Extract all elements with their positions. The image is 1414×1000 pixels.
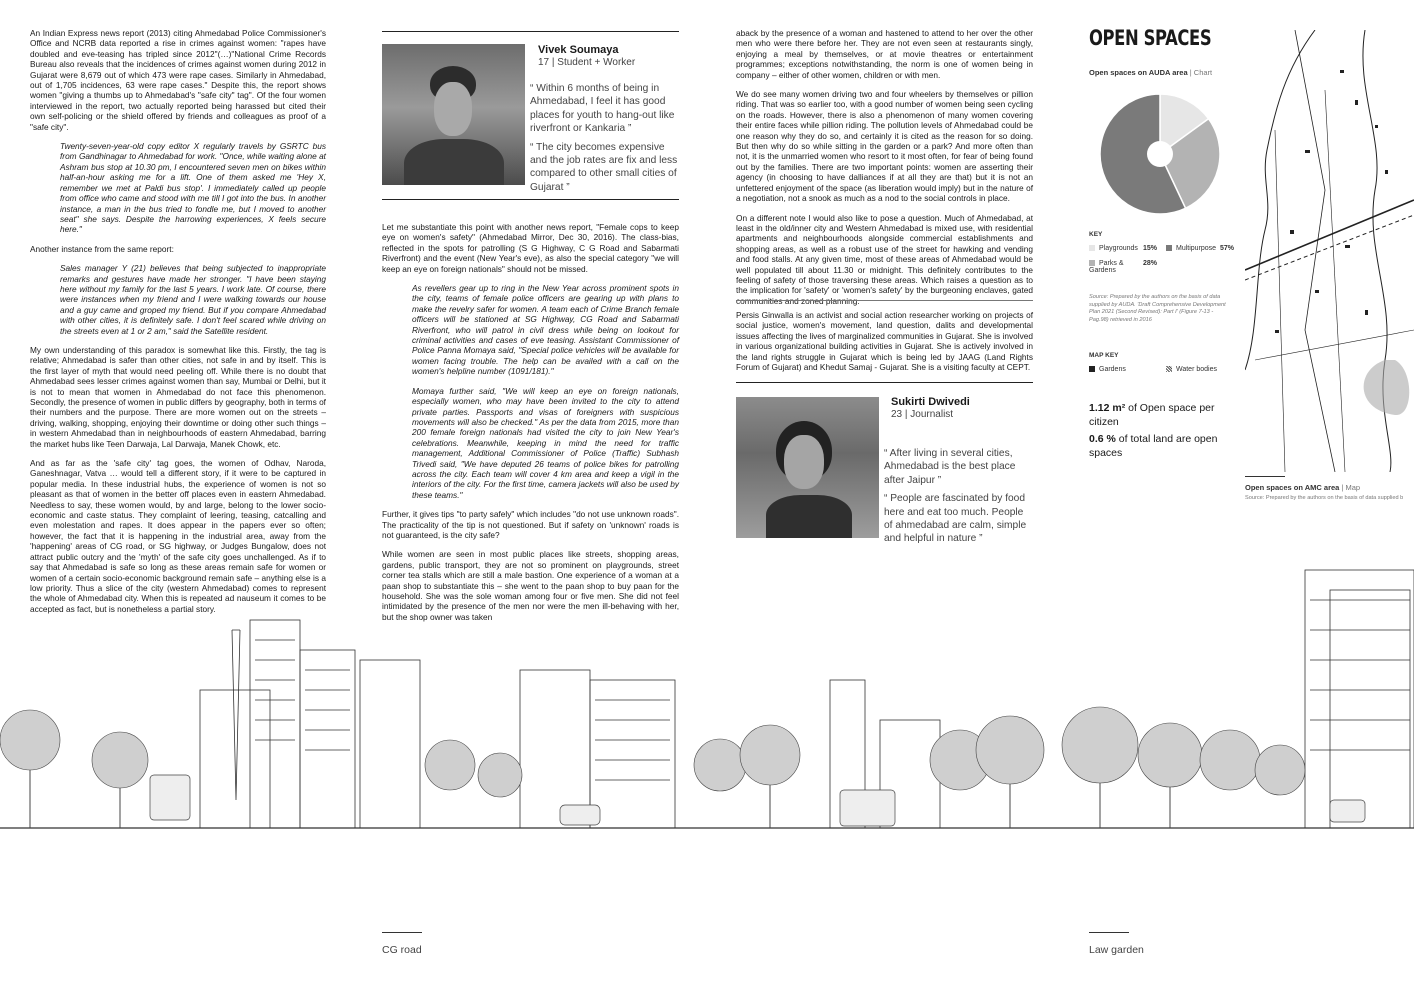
paragraph: Another instance from the same report: [30, 243, 174, 254]
person-name: Vivek Soumaya [538, 44, 619, 56]
caption-law-garden: Law garden [1089, 944, 1144, 956]
pie-chart [1099, 93, 1221, 215]
paragraph: We do see many women driving two and four wheelers by themselves or pillion riding. That was so earlier too, with a good number of women being seen cycling on the roads. However, there is also a phenomenon of many women covering their entire faces while pillion riding. The pollution levels of Ahmedabad could be one reason why they do so, and certainly it is cited as the reason for so doing. But then why do so while sitting in the garden or a park? And more often than not, it is the unmarried women who resort to it most often, for fear of being found out by the families. There are two important points: women are asserting their agency (in choosing to have dalliances if at all they are that) but it is not an unfettered enjoyment of the space (as liberation would imply) but in the nature of a negotiation, not a snook as much as a nod to the social controls in place. [736, 89, 1033, 204]
person-quotes [884, 447, 1034, 551]
key-item-multipurpose: Multipurpose 57% [1166, 245, 1216, 252]
article-column-3 [736, 28, 1033, 315]
block-quote: Twenty-seven-year-old copy editor X regularly travels by GSRTC bus from Gandhinagar to Ahmedabad for work. "Once, while waiting alone at Ashram bus stop at 10.30 pm, I encountered seven men on bikes within half-an-hour asking me for a lift. One of them asked me 'Hey X, remember we met at Paldi bus stop'. I immediately called up people from office who came and stood with me till I got into the bus. In another instance, a man in the bus tried to fondle me, but I moved to another seat" she says. Despite the harrowing experiences, X feels secure here." [60, 141, 326, 235]
amc-map [1245, 30, 1414, 472]
paragraph: aback by the presence of a woman and hastened to attend to her over the other men who were there before her. They are not even seen at restaurants singly, enjoying a meal by themselves, or at movie theatres or entertainment programmes; exceptions notwithstanding, the norm is one of women being in company – either of other women, children or with men. [736, 28, 1033, 80]
key-title: KEY [1089, 231, 1103, 238]
block-quote: Momaya further said, "We will keep an eye on foreign nationals, especially women, who may have been invited to the city to attend private parties. Passports and visas of foreigners with suspicious movements will also be checked." As per the data from 2015, more than 200 female foreign nationals had visited the city to join New Year's celebrations. Meanwhile, keeping in mind the need for traffic management, Additional Commissioner of Police (Traffic) Subhash Trivedi said, "We have deputed 26 teams of police bikes for patrolling across the city. Each team will cover 4 km area and keep a vigil in the interiors of the city. For the first time, camera jackets will also be used by these teams." [412, 385, 679, 500]
stat-open-space-per-citizen: 1.12 m² of Open space per citizen [1089, 402, 1215, 428]
article-column-1 [30, 28, 326, 623]
swatch [1089, 260, 1095, 266]
stat-land-share: 0.6 % of total land are open spaces [1089, 433, 1218, 459]
divider [736, 300, 1033, 301]
divider [382, 31, 679, 32]
divider [1245, 476, 1285, 477]
quote: “ After living in several cities, Ahmedabad is the best place after Jaipur ” [884, 448, 1016, 486]
divider [382, 199, 679, 200]
chart-source: Source: Prepared by the authors on the basis of data supplied by AUDA. 'Draft Comprehensive Development Plan 2021 (Second Revised): Part I' (Figure 7-13 - Pag.98) retrieved in 2016 [1089, 294, 1226, 323]
paragraph: While women are seen in most public places like streets, shopping areas, gardens, public transport, they are not so prominent on playgrounds, street corner tea stalls which are still a male bastion. One experience of a woman at a paan shop to substantiate this – she went to the paan shop to buy paan for the household. She was the sole woman among four or five men. She did not feel intimidated by the presence of the men nor were the men ill-behaving with her, but the shop owner was taken [382, 549, 679, 622]
swatch [1089, 245, 1095, 251]
paragraph: An Indian Express news report (2013) citing Ahmedabad Police Commissioner's Office and NCRB data reported a rise in crimes against women: "rapes have doubled and eve-teasing has tripled since 2012"(…)"National Crime Records Bureau also reveals that the incidences of crimes against women during 2012 in Gujarat were 8,679 out of which 473 were rape cases. Similarly in Ahmedabad, out of 1,705 incidences, 63 were rape cases." Despite this, the report shows women "giving a thumbs up to Ahmedabad's "safe city" tag". Of the four women interviewed in the report, two actually reported being harassed but cited their own self-policing or the shield offered by friends and colleagues as proof of a "safe city". [30, 28, 326, 132]
swatch [1166, 366, 1172, 372]
swatch [1166, 245, 1172, 251]
portrait-photo [736, 397, 879, 538]
block-quote: Sales manager Y (21) believes that being subjected to inappropriate remarks and gestures have made her stronger. "I have been staying here without my family for the last 5 years. I work late. Of course, there were instances when my friend and I were walking towards our house and a guy came and groped my friend. But if you compare Ahmedabad with other cities, it is definitely safe. I don't feel scared while driving on the streets even at 1 or 2 am," said the Satellite resident. [60, 263, 326, 336]
portrait-photo [382, 44, 525, 185]
person-role: 23 | Journalist [891, 409, 954, 420]
quote: “ Within 6 months of being in Ahmedabad, I feel it has good places for youth to hang-out like riverfront or Kankaria ” [530, 83, 675, 135]
paragraph: Let me substantiate this point with another news report, "Female cops to keep eye on women's safety" (Ahmedabad Mirror, Dec 30, 2016). The class-bias, reflected in the spots for patrolling (S G Highway, C G Road and Sabarmati Riverfront) and the event (New Year's eve), as also the special category "we will keep an eye on foreign nationals" should not be missed. [382, 222, 679, 274]
caption-rule [1089, 932, 1129, 933]
streetscape-illustration [0, 560, 1414, 835]
paragraph: On a different note I would also like to pose a question. Much of Ahmedabad, at least in the old/inner city and Western Ahmedabad is mixed use, with residential apartments and neighbourhoods alongside commercial establishments and shopping areas, as well as a robust use of the street for hawking and vending and food stalls. At any given time, most of these areas of Ahmedabad would be well populated till about 11.30 or midnight. This definitely contributes to the feeling of safety of those traversing these areas. Which raises a question as to the implication for 'safety' or 'women's safety' by the burgeoning enclaves, gated [736, 212, 1033, 296]
swatch [1089, 366, 1095, 372]
person-role: 17 | Student + Worker [538, 57, 636, 68]
caption-cg-road: CG road [382, 944, 422, 956]
quote: “ People are fascinated by food here and eat too much. People of ahmedabad are calm, simple and helpful in nature ” [884, 493, 1027, 545]
section-title: OPEN SPACES [1089, 26, 1212, 50]
pie-center-hole [1147, 141, 1173, 167]
caption-rule [382, 932, 422, 933]
map-label: Open spaces on AMC area | Map [1245, 483, 1361, 492]
divider [736, 382, 1033, 383]
map-key-gardens: Gardens [1089, 366, 1126, 373]
paragraph: My own understanding of this paradox is somewhat like this. Firstly, the tag is relative; Ahmedabad is safer than other cities, not safe in and by itself. This is the first layer of myth that would need peeling off. While there is no doubt that Ahmedabad sees lesser crimes against women than say, Mumbai or Delhi, but it is not to mean that women in Ahmedabad do not face this phenomenon. Secondly, the presence of women in public differs by geography, both in terms of their numbers and the purpose. There are more women out on the streets – driving, walking, shopping, enjoying their downtime or doing other such things – in western Ahmedabad than in neighbourhoods of eastern Ahmedabad, barring the market hubs like Teen Darwaja, Lal Darwaja, Manek Chowk, etc. [30, 344, 326, 449]
paragraph: And as far as the 'safe city' tag goes, the women of Odhav, Naroda, Ganeshnagar, Vatva … would tell a different story, if it were to be captured in popular media. In these industrial hubs, the experience of women is not so pleasant as that of women in the better off places even in eastern Ahmedabad. Needless to say, these women would, by and large, belong to the lower socio-economic and caste status. They complaint of leering, teasing, catcalling and even molestation and rapes. It does appear in the papers ever so often; however, the fact that it is happening in the industrial area, away from the 'happening' areas of CG road, or SG highway, or Judges Bungalow, does not attract public outcry and the 'myth' of the safe city goes unchallenged. As if to say that Ahmedabad is safe so long as these areas remain safe for women or women of a certain socio-economic background remain safe – anything else is a low priority. Thus a slice of the city (western Ahmedabad) comes to represent the whole of Ahmedabad city. When this is repeated ad nauseum it comes to be accepted as fact, but is nonetheless a partial story. [30, 458, 326, 614]
map-key-water: Water bodies [1166, 366, 1217, 373]
block-quote: As revellers gear up to ring in the New Year across prominent spots in the city, teams of female police officers are gearing up with plans to make the revelry safer for women. A team each of Crime Branch female officers will be stationed at SG Highway, CG Road and Sabarmati Riverfront, who will patrol in civil dress while being on lookout for criminal activities and cases of eve teasing. Assistant Commissioner of Police Panna Momaya said, "Special police vehicles will be available for women facing trouble. The help can be availed with a call on the women's helpline number (1091/181)." [412, 283, 679, 377]
key-item-playgrounds: Playgrounds 15% [1089, 245, 1138, 252]
quote: “ The city becomes expensive and the job rates are fix and less compared to other small cities of Gujarat ” [530, 141, 678, 193]
author-bio: Persis Ginwalla is an activist and social action researcher working on projects of social justice, women's movement, land question, dalits and developmental issues affecting the lives of marginalized communities in Gujarat. She is involved in various organizational building activities in Gujarat. She is actively involved in the land rights struggle in Gujarat which is being led by JAAG (Land Rights Forum of Gujarat) and Khedut Samaj - Gujarat. She is a visiting faculty at CEPT. [736, 310, 1033, 373]
key-item-parks: Parks & Gardens 28% [1089, 260, 1158, 274]
map-key-title: MAP KEY [1089, 352, 1119, 359]
person-name: Sukirti Dwivedi [891, 396, 970, 408]
map-source: Source: Prepared by the authors on the basis of data supplied b [1245, 495, 1404, 501]
person-quotes [530, 82, 680, 199]
chart-label: Open spaces on AUDA area | Chart [1089, 68, 1213, 77]
paragraph: Further, it gives tips "to party safely" which includes "do not use unknown roads". The practicality of the tip is not questioned. But if safety on 'unknown' roads is not guaranteed, is the city safe? [382, 509, 679, 540]
